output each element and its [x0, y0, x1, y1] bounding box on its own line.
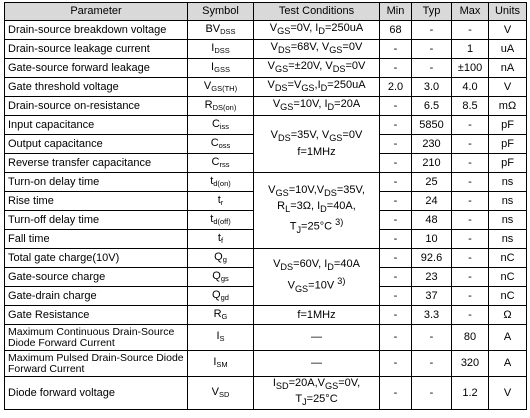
typ-cell: 210	[412, 154, 452, 173]
symbol-cell: $V_{SD}$	[188, 377, 254, 410]
header-units: Units	[489, 3, 527, 21]
test-conditions-cell: —	[254, 351, 380, 377]
units-cell: nC	[489, 287, 527, 306]
test-conditions-cell: f=1MHz	[254, 306, 380, 325]
typ-cell: -	[412, 351, 452, 377]
symbol-cell: $C_{oss}$	[188, 135, 254, 154]
parameter-cell: Gate-drain charge	[5, 287, 188, 306]
symbol-cell: $C_{iss}$	[188, 116, 254, 135]
typ-cell: -	[412, 325, 452, 351]
max-cell: 1.2	[452, 377, 489, 410]
max-cell: 320	[452, 351, 489, 377]
table-row	[5, 249, 527, 268]
max-cell: -	[452, 192, 489, 211]
symbol-cell: $C_{rss}$	[188, 154, 254, 173]
typ-cell: 6.5	[412, 97, 452, 116]
min-cell: -	[380, 306, 412, 325]
table-row	[5, 351, 527, 377]
symbol-cell: $I_S$	[188, 325, 254, 351]
units-cell: pF	[489, 116, 527, 135]
symbol-cell: $I_{GSS}$	[188, 59, 254, 78]
symbol-cell: $t_{d(off)}$	[188, 211, 254, 230]
parameter-cell: Rise time	[5, 192, 188, 211]
test-conditions-cell: —	[254, 325, 380, 351]
table-row	[5, 377, 527, 410]
units-cell: Ω	[489, 306, 527, 325]
symbol-cell: $t_f$	[188, 230, 254, 249]
parameter-cell: Maximum Continuous Drain-Source Diode Forward Current	[5, 325, 188, 351]
max-cell: -	[452, 268, 489, 287]
max-cell: 8.5	[452, 97, 489, 116]
typ-cell: 25	[412, 173, 452, 192]
max-cell: -	[452, 173, 489, 192]
parameter-cell: Drain-source breakdown voltage	[5, 21, 188, 40]
min-cell: -	[380, 249, 412, 268]
parameter-cell: Gate threshold voltage	[5, 78, 188, 97]
units-cell: nC	[489, 268, 527, 287]
min-cell: -	[380, 135, 412, 154]
parameter-cell: Turn-off delay time	[5, 211, 188, 230]
units-cell: nA	[489, 59, 527, 78]
parameter-cell: Input capacitance	[5, 116, 188, 135]
parameter-cell: Total gate charge(10V)	[5, 249, 188, 268]
min-cell: -	[380, 325, 412, 351]
min-cell: -	[380, 59, 412, 78]
symbol-cell: $I_{DSS}$	[188, 40, 254, 59]
units-cell: V	[489, 78, 527, 97]
table-row	[5, 325, 527, 351]
units-cell: ns	[489, 192, 527, 211]
test-conditions-cell: $V_{DS}=V_{GS},I_D=250uA$	[254, 78, 380, 97]
test-conditions-cell: $V_{DS}=68V$, $V_{GS}=0V$	[254, 40, 380, 59]
parameter-cell: Turn-on delay time	[5, 173, 188, 192]
typ-cell: 24	[412, 192, 452, 211]
table-row	[5, 21, 527, 40]
symbol-cell: $I_{SM}$	[188, 351, 254, 377]
max-cell: -	[452, 135, 489, 154]
min-cell: 2.0	[380, 78, 412, 97]
units-cell: ns	[489, 211, 527, 230]
max-cell: -	[452, 249, 489, 268]
symbol-cell: $t_r$	[188, 192, 254, 211]
parameter-cell: Gate Resistance	[5, 306, 188, 325]
test-conditions-cell: $V_{GS}=10V$, $I_D=20A$	[254, 97, 380, 116]
test-conditions-cell: $V_{DS}=60V$, $I_D=40A$ $V_{GS}=10V$ $^{3)}$	[254, 249, 380, 306]
units-cell: V	[489, 21, 527, 40]
parameter-cell: Diode forward voltage	[5, 377, 188, 410]
max-cell: -	[452, 154, 489, 173]
units-cell: ns	[489, 173, 527, 192]
min-cell: -	[380, 173, 412, 192]
parameter-cell: Drain-source leakage current	[5, 40, 188, 59]
min-cell: -	[380, 211, 412, 230]
header-parameter: Parameter	[5, 3, 188, 21]
units-cell: V	[489, 377, 527, 410]
symbol-cell: $R_{DS(on)}$	[188, 97, 254, 116]
max-cell: 4.0	[452, 78, 489, 97]
min-cell: -	[380, 377, 412, 410]
parameter-cell: Drain-source on-resistance	[5, 97, 188, 116]
max-cell: -	[452, 211, 489, 230]
test-conditions-cell: $V_{GS}=10V,V_{DS}=35V$, $R_L=3\Omega$, $I_D=40A$, $T_J=25^\circ C$ $^{3)}$	[254, 173, 380, 249]
parameter-cell: Output capacitance	[5, 135, 188, 154]
typ-cell: 3.0	[412, 78, 452, 97]
units-cell: pF	[489, 135, 527, 154]
typ-cell: -	[412, 40, 452, 59]
min-cell: -	[380, 154, 412, 173]
min-cell: -	[380, 268, 412, 287]
units-cell: mΩ	[489, 97, 527, 116]
symbol-cell: $Q_{gs}$	[188, 268, 254, 287]
test-conditions-cell: $I_{SD}=20A,V_{GS}=0V$, $T_J=25^\circ C$	[254, 377, 380, 410]
table-row	[5, 306, 527, 325]
parameter-cell: Maximum Pulsed Drain-Source Diode Forward Current	[5, 351, 188, 377]
typ-cell: -	[412, 377, 452, 410]
test-conditions-cell: $V_{GS}=0V$, $I_D=250uA$	[254, 21, 380, 40]
header-max: Max	[452, 3, 489, 21]
header-typ: Typ	[412, 3, 452, 21]
min-cell: -	[380, 287, 412, 306]
units-cell: A	[489, 351, 527, 377]
typ-cell: 23	[412, 268, 452, 287]
min-cell: -	[380, 97, 412, 116]
typ-cell: -	[412, 21, 452, 40]
table-row	[5, 78, 527, 97]
parameter-cell: Fall time	[5, 230, 188, 249]
max-cell: -	[452, 230, 489, 249]
max-cell: 1	[452, 40, 489, 59]
parameter-cell: Reverse transfer capacitance	[5, 154, 188, 173]
typ-cell: -	[412, 59, 452, 78]
typ-cell: 92.6	[412, 249, 452, 268]
max-cell: -	[452, 21, 489, 40]
min-cell: -	[380, 40, 412, 59]
test-conditions-cell: $V_{GS}=\pm 20V$, $V_{DS}=0V$	[254, 59, 380, 78]
typ-cell: 230	[412, 135, 452, 154]
header-min: Min	[380, 3, 412, 21]
units-cell: A	[489, 325, 527, 351]
symbol-cell: $Q_{gd}$	[188, 287, 254, 306]
table-row	[5, 59, 527, 78]
test-conditions-cell: $V_{DS}=35V$, $V_{GS}=0V$ f=1MHz	[254, 116, 380, 173]
max-cell: -	[452, 116, 489, 135]
units-cell: pF	[489, 154, 527, 173]
table-row	[5, 116, 527, 135]
min-cell: 68	[380, 21, 412, 40]
max-cell: -	[452, 306, 489, 325]
symbol-cell: $BV_{DSS}$	[188, 21, 254, 40]
table-row	[5, 97, 527, 116]
min-cell: -	[380, 351, 412, 377]
spec-table-container	[4, 2, 527, 410]
symbol-cell: $R_G$	[188, 306, 254, 325]
header-test-conditions: Test Conditions	[254, 3, 380, 21]
table-row	[5, 40, 527, 59]
max-cell: ±100	[452, 59, 489, 78]
max-cell: 80	[452, 325, 489, 351]
units-cell: nC	[489, 249, 527, 268]
parameter-cell: Gate-source charge	[5, 268, 188, 287]
min-cell: -	[380, 230, 412, 249]
symbol-cell: $t_{d(on)}$	[188, 173, 254, 192]
header-row	[5, 3, 527, 21]
electrical-characteristics-table	[4, 2, 527, 410]
header-symbol: Symbol	[188, 3, 254, 21]
units-cell: uA	[489, 40, 527, 59]
typ-cell: 10	[412, 230, 452, 249]
typ-cell: 48	[412, 211, 452, 230]
max-cell: -	[452, 287, 489, 306]
parameter-cell: Gate-source forward leakage	[5, 59, 188, 78]
table-body	[5, 21, 527, 410]
symbol-cell: $V_{GS(TH)}$	[188, 78, 254, 97]
typ-cell: 3.3	[412, 306, 452, 325]
min-cell: -	[380, 192, 412, 211]
min-cell: -	[380, 116, 412, 135]
table-row	[5, 173, 527, 192]
units-cell: ns	[489, 230, 527, 249]
symbol-cell: $Q_g$	[188, 249, 254, 268]
typ-cell: 37	[412, 287, 452, 306]
typ-cell: 5850	[412, 116, 452, 135]
